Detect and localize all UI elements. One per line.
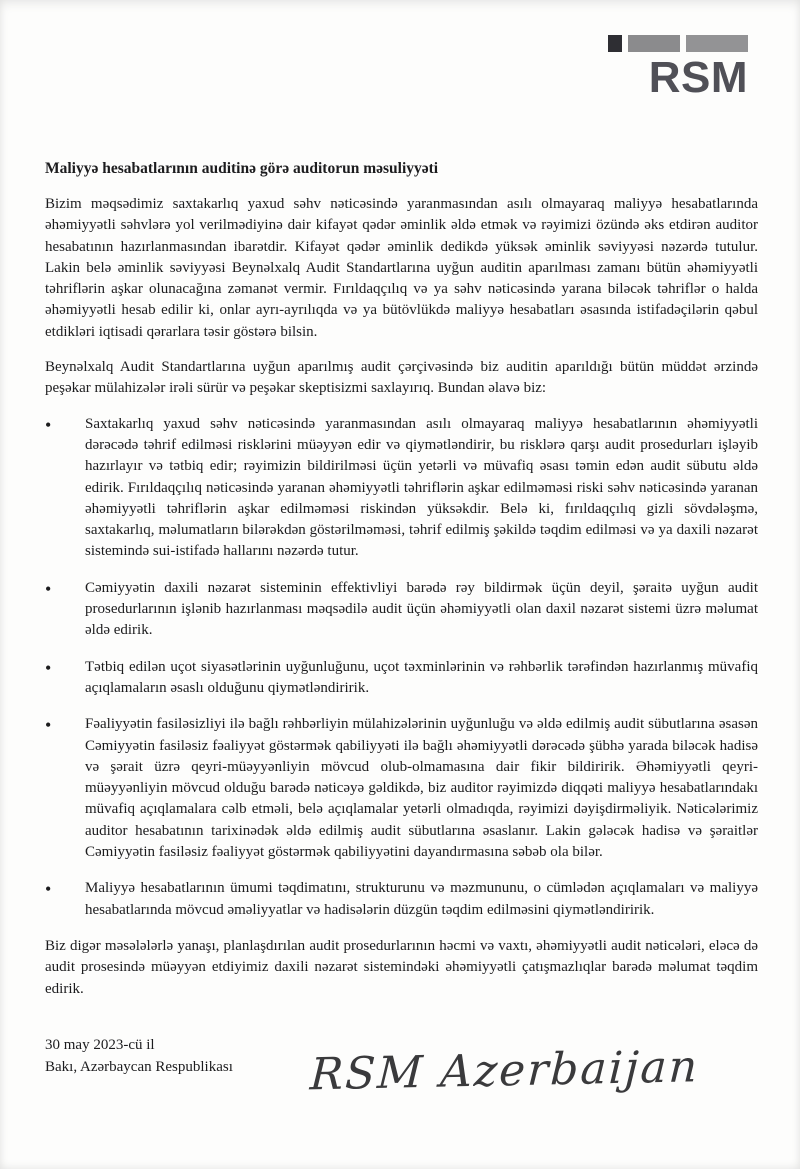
bullet-item-risk-assessment: • Saxtakarlıq yaxud səhv nəticəsində yaranmasından asılı olmayaraq maliyyə hesabatlarının əhəmiyyətli dərəcədə təhrif edilməsi risklərini müəyyən edir və qiymətləndirir, bu risklərə qarşı audit prosedurları işləyib hazırlayır və tətbiq edir; rəyimizin bildirilməsi üçün yetərli və müvafiq əsası təmin edən audit sübutu əldə edirik. Fırıldaqçılıq nəticəsində yaranan əhəmiyyətli təhriflərin aşkar edilməməsi riski səhv nəticəsində yaranan əhəmiyyətli təhriflərin aşkar edilməməsi riskindən yüksəkdir. Belə ki, fırıldaqçılıq gizli sövdələşmə, saxtakarlıq, məlumatların bilərəkdən göstərilməməsi, təhrif edilmiş şəkildə təqdim edilməsi və ya daxili nəzarət sistemində sui-istifadə hallarını nəzərdə tutur. bbox=[45, 414, 758, 563]
handwritten-signature: RSM Azerbaijan bbox=[308, 1041, 701, 1101]
rsm-logo bbox=[598, 35, 748, 100]
document-footer bbox=[45, 1035, 233, 1079]
paragraph-objective: Bizim məqsədimiz saxtakarlıq yaxud səhv nəticəsində yaranmasından asılı olmayaraq maliyyə hesabatlarında əhəmiyyətli səhvlərə yol verilmədiyinə dair kifayət qədər əminlik əldə etmək və rəyimizi özündə əks etdirən auditor hesabatının hazırlanmasından ibarətdir. Kifayət qədər əminlik dedikdə yüksək əminlik səviyyəsi nəzərdə tutulur. Lakin belə əminlik səviyyəsi Beynəlxalq Audit Standartlarına uyğun auditin aparılması zamanı bütün əhəmiyyətli təhriflərin aşkar olunacağına zəmanət vermir. Fırıldaqçılıq və ya səhv nəticəsində yarana biləcək təhriflər o halda əhəmiyyətli hesab edilir ki, onlar ayrı-ayrılıqda və ya bütövlükdə maliyyə hesabatları əsasında istifadəçilərin qəbul etdikləri iqtisadi qərarlara təsir göstərə bilsin. bbox=[45, 196, 758, 340]
bullet-item-presentation: • Maliyyə hesabatlarının ümumi təqdimatını, strukturunu və məzmununu, o cümlədən açıqlamaları və maliyyə hesabatlarında mövcud əməliyyatlar və hadisələrin düzgün təqdim edilməsini qiymətləndiririk. bbox=[45, 878, 758, 921]
bullet-item-accounting-policies: • Tətbiq edilən uçot siyasətlərinin uyğunluğunu, uçot təxminlərinin və rəhbərlik tərəfindən hazırlanmış müvafiq açıqlamaların əsaslı olduğunu qiymətləndiririk. bbox=[45, 657, 758, 700]
bullet-item-internal-control: • Cəmiyyətin daxili nəzarət sisteminin effektivliyi barədə rəy bildirmək üçün deyil, şəraitə uyğun audit prosedurlarının işlənib hazırlanması məqsədilə audit üçün əhəmiyyətli olan daxil nəzarət sistemi üzrə məlumat əldə edirik. bbox=[45, 578, 758, 642]
bullet-item-going-concern: • Fəaliyyətin fasiləsizliyi ilə bağlı rəhbərliyin mülahizələrinin uyğunluğu və əldə edilmiş audit sübutlarına əsasən Cəmiyyətin fasiləsiz fəaliyyət göstərmək qabiliyyəti ilə bağlı əhəmiyyətli dərəcədə şübhə yarada biləcək hadisə və şərait üzrə qeyri-müəyyənliyin mövcud olub-olmamasına dair fikir bildiririk. Əhəmiyyətli qeyri-müəyyənliyin mövcud olduğu barədə nəticəyə gəldikdə, biz auditor rəyimizdə diqqəti maliyyə hesabatlarındakı müvafiq açıqlamalara cəlb etməli, belə açıqlamalar yetərli olmadıqda, rəyimizi dəyişdirməliyik. Nəticələrimiz auditor hesabatının tarixinədək əldə edilmiş audit sübutlarına əsaslanır. Lakin gələcək hadisə və şəraitlər Cəmiyyətin fasiləsiz fəaliyyət göstərmək qabiliyyətini dayandırmasına səbəb ola bilər. bbox=[45, 714, 758, 863]
footer-location: Bakı, Azərbaycan Respublikası bbox=[45, 1058, 233, 1075]
document-body bbox=[45, 160, 758, 1014]
document-title: Maliyyə hesabatlarının auditinə görə auditorun məsuliyyəti bbox=[45, 160, 439, 177]
rsm-logo-block-gray-1 bbox=[628, 35, 680, 52]
rsm-logo-block-dark bbox=[608, 35, 622, 52]
rsm-logo-text: RSM bbox=[648, 53, 748, 102]
paragraph-standards: Beynəlxalq Audit Standartlarına uyğun aparılmış audit çərçivəsində biz auditin aparıldığı bütün müddət ərzində peşəkar mülahizələr irəli sürür və peşəkar skeptisizmi saxlayırıq. Bundan əlavə biz: bbox=[45, 359, 758, 397]
rsm-logo-blocks bbox=[598, 35, 748, 52]
paragraph-closing: Biz digər məsələlərlə yanaşı, planlaşdırılan audit prosedurlarının həcmi və vaxtı, əhəmiyyətli audit nəticələri, eləcə də audit prosesində müəyyən etdiyimiz daxili nəzarət sistemindəki əhəmiyyətli çatışmazlıqlar barədə məlumat təqdim edirik. bbox=[45, 937, 758, 997]
footer-date: 30 may 2023-cü il bbox=[45, 1037, 155, 1053]
rsm-logo-block-gray-2 bbox=[686, 35, 748, 52]
responsibility-bullet-list bbox=[45, 414, 758, 921]
